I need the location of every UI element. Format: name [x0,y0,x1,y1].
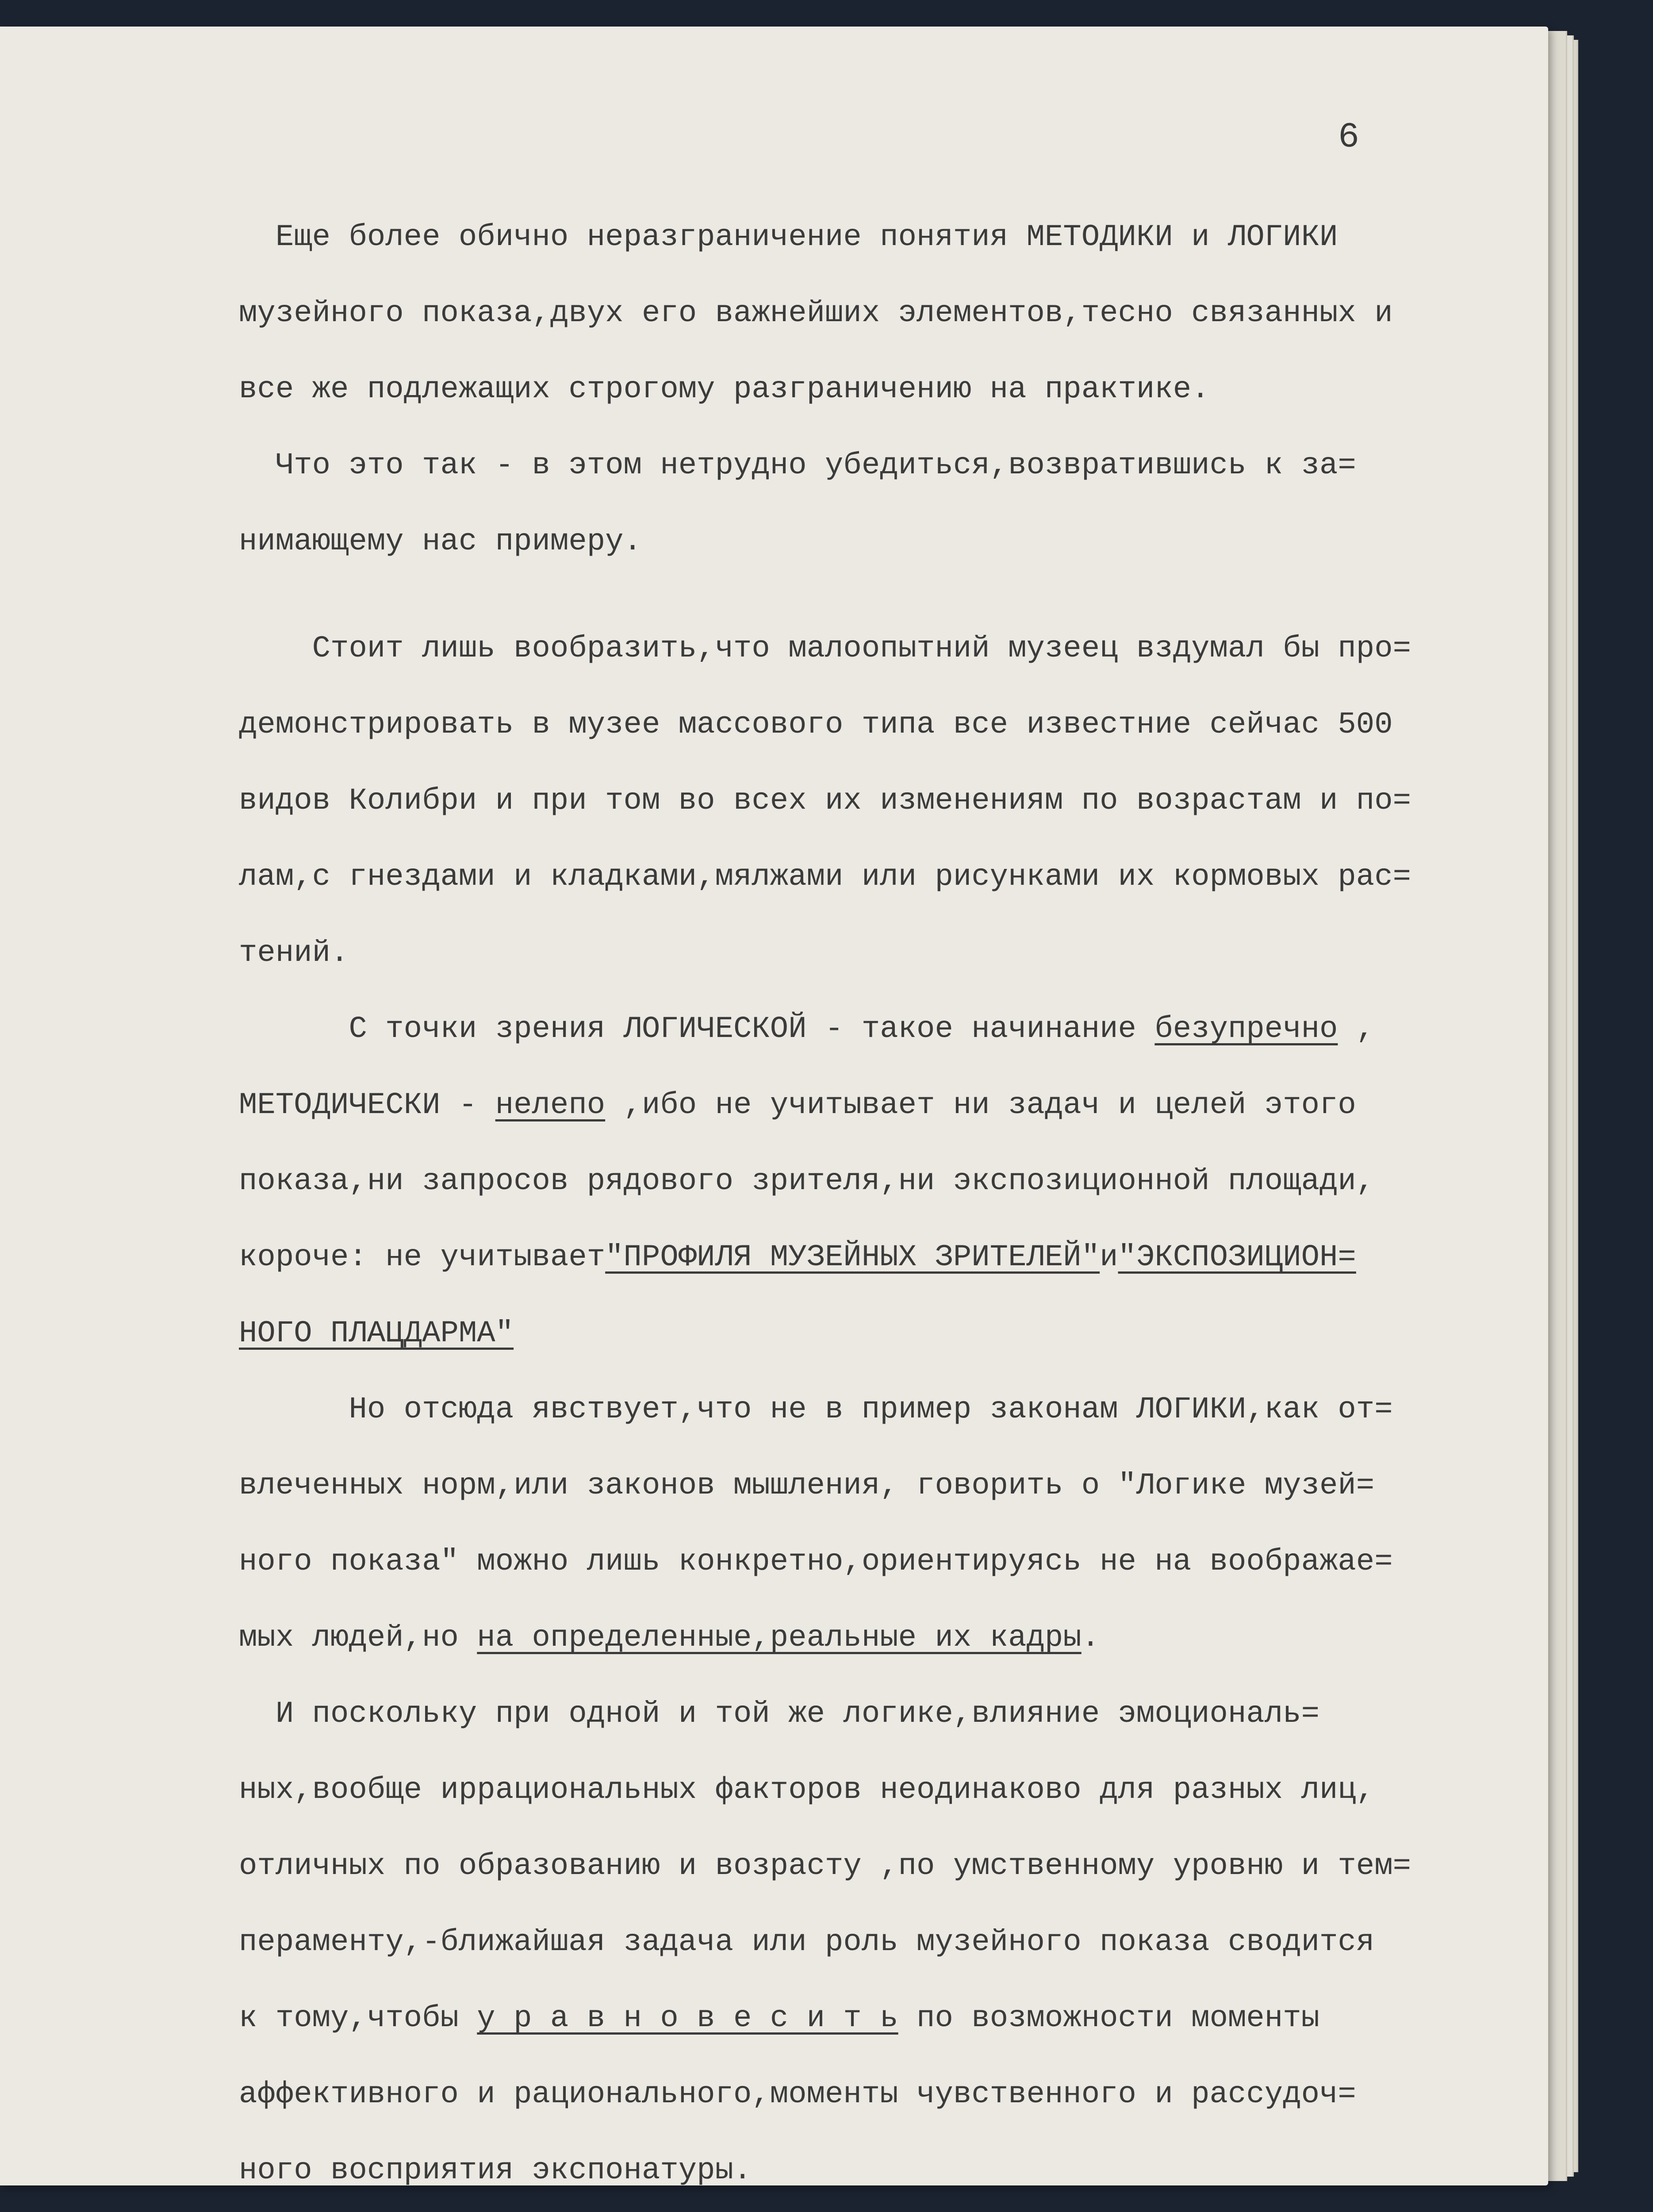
text-line: Что это так - в этом нетрудно убедиться,возвратившись к за= [239,448,1356,483]
text-line: Стоит лишь вообразить,что малоопытний музеец вздумал бы про= [239,631,1411,666]
text-line: Но отсюда явствует,что не в пример законам ЛОГИКИ,как от= [239,1392,1393,1427]
text-line [239,1067,1522,1143]
underlined-phrase: НОГО ПЛАЦДАРМА" [239,1316,514,1351]
text-line: влеченных норм,или законов мышления, говорить о "Логике музей= [239,1468,1375,1503]
text-line: видов Колибри и при том во всех их изменениям по возрастам и по= [239,783,1411,818]
underlined-phrase: "ЭКСПОЗИЦИОН= [1118,1240,1356,1275]
text-line [239,2208,1522,2212]
text-line: тений. [239,936,349,970]
underlined-phrase: нелепо [495,1088,606,1122]
text-line: аффективного и рационального,моменты чувственного и рассудоч= [239,2077,1356,2112]
text-segment: С точки зрения ЛОГИЧЕСКОЙ - такое начинание [239,1012,1155,1046]
text-segment: к тому,чтобы [239,2001,477,2035]
text-line: нимающему нас примеру. [239,524,642,559]
text-line: все же подлежащих строгому разграничению на практике. [239,372,1210,407]
text-segment: и [1100,1240,1118,1275]
page-text [239,199,1522,2212]
text-line: показа,ни запросов рядового зрителя,ни экспозиционной площади, [239,1164,1375,1198]
text-line: ных,вообще иррациональных факторов неодинаково для разных лиц, [239,1773,1375,1807]
text-line: музейного показа,двух его важнейших элементов,тесно связанных и [239,296,1393,330]
text-segment: короче: не учитывает [239,1240,606,1275]
text-line [239,1980,1522,2056]
underlined-phrase: безупречно [1154,1012,1338,1046]
text-line: лам,с гнездами и кладками,мялжами или рисунками их кормовых рас= [239,860,1411,894]
text-segment: МЕТОДИЧЕСКИ - [239,1088,495,1122]
text-segment: , [1338,1012,1375,1046]
text-line: ного показа" можно лишь конкретно,ориентируясь не на воображае= [239,1544,1393,1579]
underlined-phrase: у р а в н о в е с и т ь [477,2001,898,2035]
text-line: ного восприятия экспонатуры. [239,2153,752,2188]
text-line [239,1600,1522,1676]
paragraph-gap [239,580,1522,611]
text-segment: мых людей,но [239,1621,477,1655]
page-number: 6 [1338,117,1360,157]
text-line: Еще более обично неразграничение понятия МЕТОДИКИ и ЛОГИКИ [239,220,1338,254]
typewritten-page [0,27,1548,2188]
text-line: отличных по образованию и возрасту ,по умственному уровню и тем= [239,1849,1411,1883]
text-segment: . [1081,1621,1100,1655]
text-line: И поскольку при одной и той же логике,влияние эмоциональ= [239,1697,1319,1731]
text-segment: ,ибо не учитывает ни задач и целей этого [605,1088,1356,1122]
underlined-phrase: "ПРОФИЛЯ МУЗЕЙНЫХ ЗРИТЕЛЕЙ" [605,1240,1100,1275]
text-line: демонстрировать в музее массового типа все известние сейчас 500 [239,707,1393,742]
underlined-phrase: на определенные,реальные их кадры [477,1621,1082,1655]
text-line [239,991,1522,1067]
text-line [239,1295,1522,1371]
text-segment: по возможности моменты [898,2001,1320,2035]
text-line: пераменту,-ближайшая задача или роль музейного показа сводится [239,1925,1375,1959]
text-line [239,1219,1522,1295]
